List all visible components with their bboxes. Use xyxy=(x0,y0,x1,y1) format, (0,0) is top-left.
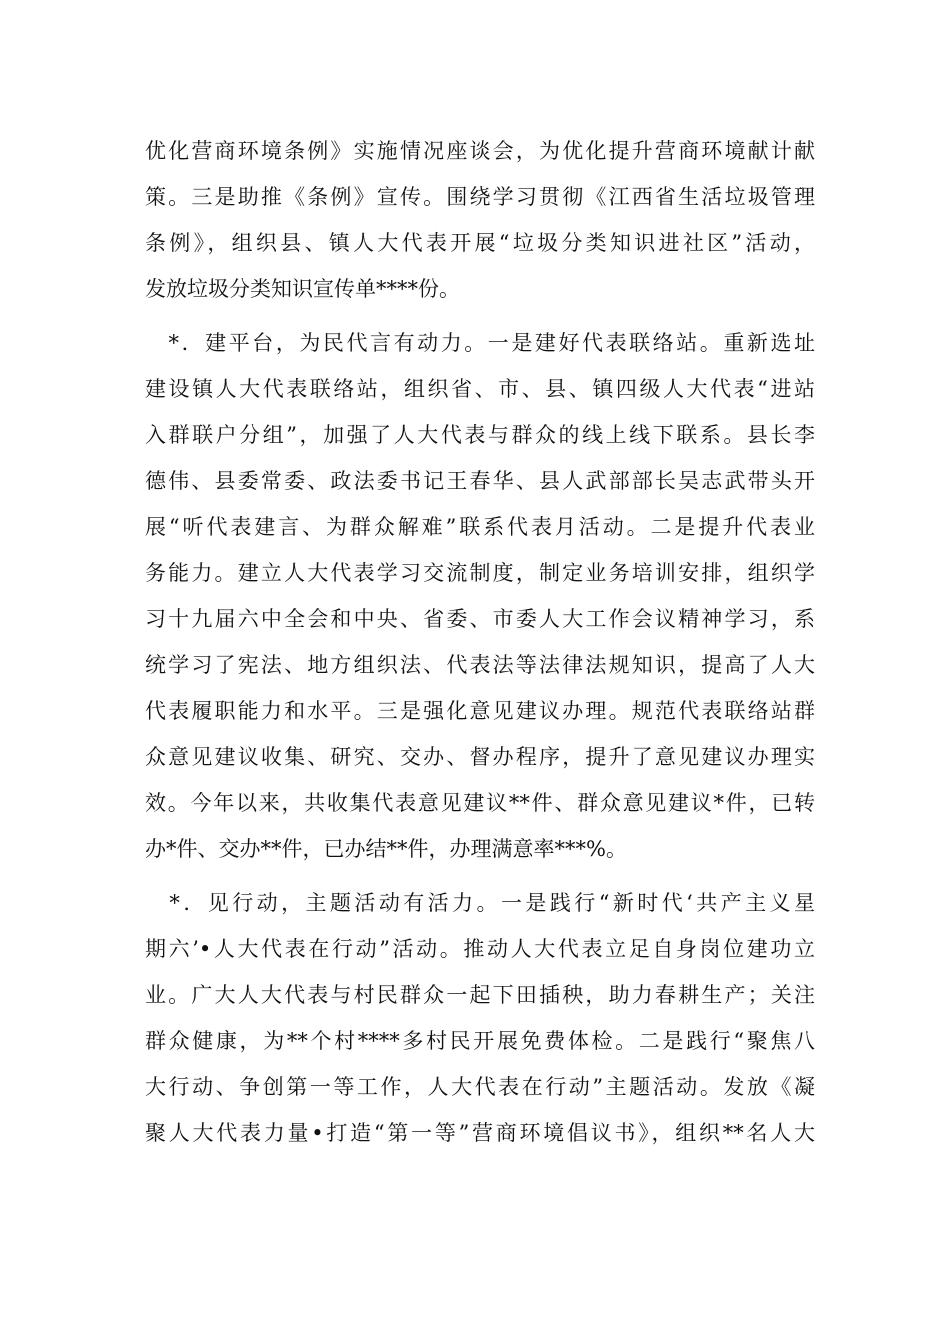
text-line: 策。三是助推《条例》宣传。围绕学习贯彻《江西省生活垃圾管理 xyxy=(145,185,815,209)
text-line: 入群联户分组”，加强了人大代表与群众的线上线下联系。县长李 xyxy=(145,423,815,447)
text-line: 展“听代表建言、为群众解难”联系代表月活动。二是提升代表业 xyxy=(145,515,815,539)
text-line: 业。广大人大代表与村民群众一起下田插秧，助力春耕生产；关注 xyxy=(145,983,815,1007)
paragraph-3 xyxy=(145,880,815,1156)
text-line: 期六’•人大代表在行动”活动。推动人大代表立足自身岗位建功立 xyxy=(145,937,815,961)
text-line: 统学习了宪法、地方组织法、代表法等法律法规知识，提高了人大 xyxy=(145,653,815,677)
text-line: 大行动、争创第一等工作，人大代表在行动”主题活动。发放《凝 xyxy=(145,1075,815,1099)
text-line: *．建平台，为民代言有动力。一是建好代表联络站。重新选址 xyxy=(145,331,815,355)
paragraph-2 xyxy=(145,320,815,872)
text-line: 代表履职能力和水平。三是强化意见建议办理。规范代表联络站群 xyxy=(145,699,815,723)
text-line: 德伟、县委常委、政法委书记王春华、县人武部部长吴志武带头开 xyxy=(145,469,815,493)
text-line: 办*件、交办**件，已办结**件，办理满意率***%。 xyxy=(145,837,627,861)
text-line: 条例》，组织县、镇人大代表开展“垃圾分类知识进社区”活动， xyxy=(145,231,815,255)
text-line: 群众健康，为**个村****多村民开展免费体检。二是践行“聚焦八 xyxy=(145,1029,815,1053)
text-line: 习十九届六中全会和中央、省委、市委人大工作会议精神学习，系 xyxy=(145,607,815,631)
text-line: *．见行动，主题活动有活力。一是践行“新时代‘共产主义星 xyxy=(145,891,815,915)
text-line: 优化营商环境条例》实施情况座谈会，为优化提升营商环境献计献 xyxy=(145,139,815,163)
text-line: 务能力。建立人大代表学习交流制度，制定业务培训安排，组织学 xyxy=(145,561,815,585)
text-line: 效。今年以来，共收集代表意见建议**件、群众意见建议*件，已转 xyxy=(145,791,815,815)
text-line: 建设镇人大代表联络站，组织省、市、县、镇四级人大代表“进站 xyxy=(145,377,815,401)
text-line: 众意见建议收集、研究、交办、督办程序，提升了意见建议办理实 xyxy=(145,745,815,769)
text-line: 发放垃圾分类知识宣传单****份。 xyxy=(145,277,460,301)
paragraph-1 xyxy=(145,128,815,312)
text-line: 聚人大代表力量•打造“第一等”营商环境倡议书》，组织**名人大 xyxy=(145,1121,815,1145)
document-body xyxy=(145,128,815,1156)
